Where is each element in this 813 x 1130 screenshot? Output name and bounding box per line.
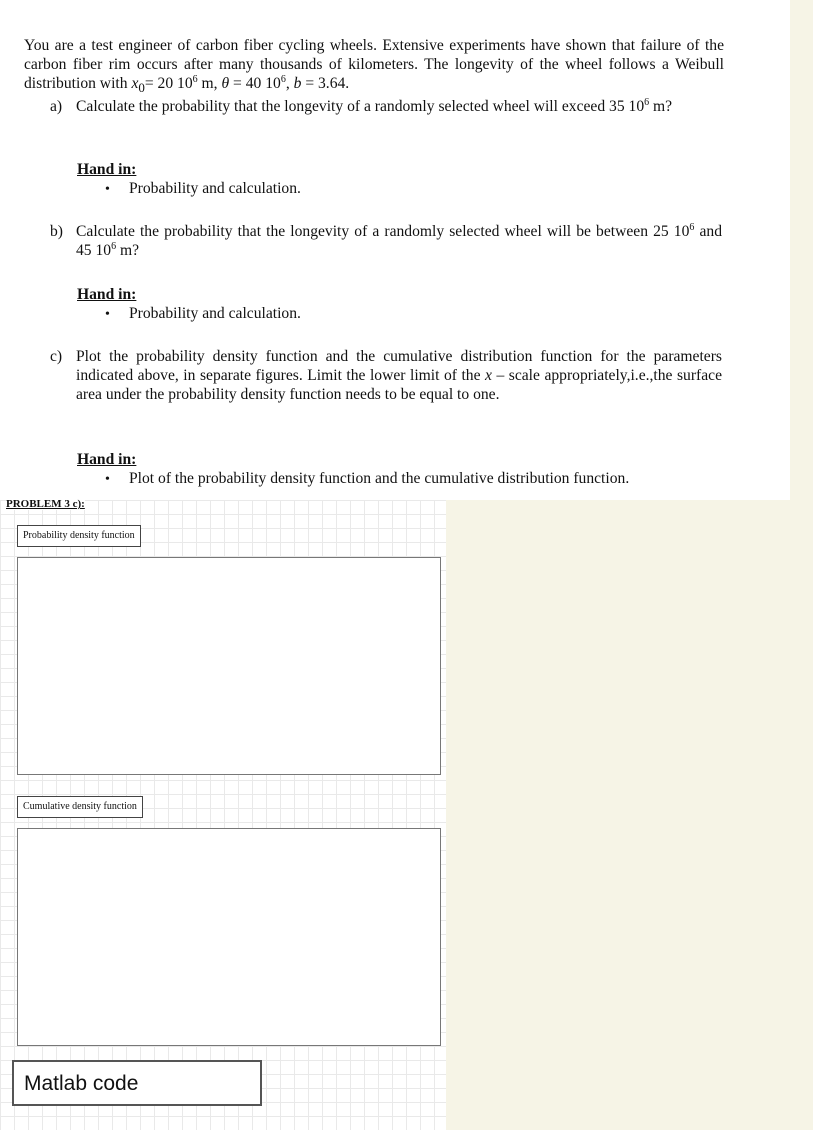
x0-unit: m,: [197, 75, 222, 92]
theta-symbol: θ: [221, 75, 230, 92]
intro-text: You are a test engineer of carbon fiber cycling wheels. Extensive experiments have shown that failure of the carbon fiber rim occurs after many thousands of kilometers. The longevity of the wheel follows a Weibull distribution with: [24, 37, 724, 92]
part-c-handin-text: Plot of the probability density function and the cumulative distribution function.: [129, 470, 630, 487]
part-c-text-2: – scale appropriately,i.e.,the surface area under the probability density function needs to be equal to one.: [76, 367, 722, 403]
part-a-handin: [77, 160, 301, 199]
part-b-handin-heading: Hand in:: [77, 286, 137, 303]
part-a-letter: a): [50, 98, 63, 115]
part-b-handin-text: Probability and calculation.: [129, 305, 301, 322]
x0-value: = 20 10: [144, 75, 193, 92]
theta-value: = 40 10: [229, 75, 281, 92]
part-b-handin: [77, 285, 301, 324]
part-b-question: [76, 222, 722, 260]
problem-intro: You are a test engineer of carbon fiber cycling wheels. Extensive experiments have shown that failure of the carbon fiber rim occurs after many thousands of kilometers. The longevity of the wheel follows a Weibull distribution with $x_0= 20$ $10^6$ m, θ = 40 $10^6$, b = 3.64.: [24, 37, 724, 96]
part-b-exponent-1: 6: [689, 221, 695, 233]
part-b-text-3: m?: [116, 242, 140, 259]
assignment-page: [0, 0, 790, 500]
pdf-figure-label: Probability density function: [17, 525, 141, 547]
problem-3c-label: PROBLEM 3 c):: [6, 498, 85, 510]
part-c-question: [76, 347, 722, 404]
part-c-handin-item: [105, 469, 629, 489]
part-a-text-2: m?: [649, 98, 673, 115]
x-symbol: x: [485, 367, 492, 384]
part-a-handin-text: Probability and calculation.: [129, 180, 301, 197]
x0-subscript: 0: [138, 80, 145, 96]
bullet-icon: •: [105, 182, 110, 197]
cdf-figure-label: Cumulative density function: [17, 796, 143, 818]
part-b-exponent-2: 6: [111, 240, 117, 252]
x0-symbol: x: [131, 75, 139, 92]
theta-exponent: 6: [280, 73, 286, 85]
part-b-letter: b): [50, 223, 63, 240]
x0-exponent: 6: [192, 73, 198, 85]
part-a-text-1: Calculate the probability that the longevity of a randomly selected wheel will exceed 35 10: [76, 98, 645, 115]
part-c-text-1: Plot the probability density function and the cumulative distribution function for the parameters indicated above, in separate figures. Limit the lower limit of the: [76, 348, 722, 384]
b-value: = 3.64.: [301, 75, 350, 92]
cdf-plot-area[interactable]: [17, 828, 441, 1046]
b-symbol: b: [293, 75, 302, 92]
part-a-question: [76, 97, 722, 116]
part-c-handin: [77, 450, 629, 489]
part-a-handin-heading: Hand in:: [77, 161, 137, 178]
part-b: [50, 222, 722, 260]
part-b-handin-item: [105, 304, 301, 324]
bullet-icon: •: [105, 307, 110, 322]
part-a-handin-item: [105, 179, 301, 199]
part-c-letter: c): [50, 348, 63, 365]
matlab-code-box[interactable]: Matlab code: [12, 1060, 262, 1106]
bullet-icon: •: [105, 472, 110, 487]
part-c: [50, 347, 722, 404]
part-c-handin-heading: Hand in:: [77, 451, 137, 468]
part-b-text-1: Calculate the probability that the longevity of a randomly selected wheel will be between 25 10: [76, 223, 690, 240]
part-b-text-2: and 45 10: [76, 223, 722, 259]
part-a-exponent: 6: [644, 96, 650, 108]
part-a: [50, 97, 722, 116]
pdf-plot-area[interactable]: [17, 557, 441, 775]
